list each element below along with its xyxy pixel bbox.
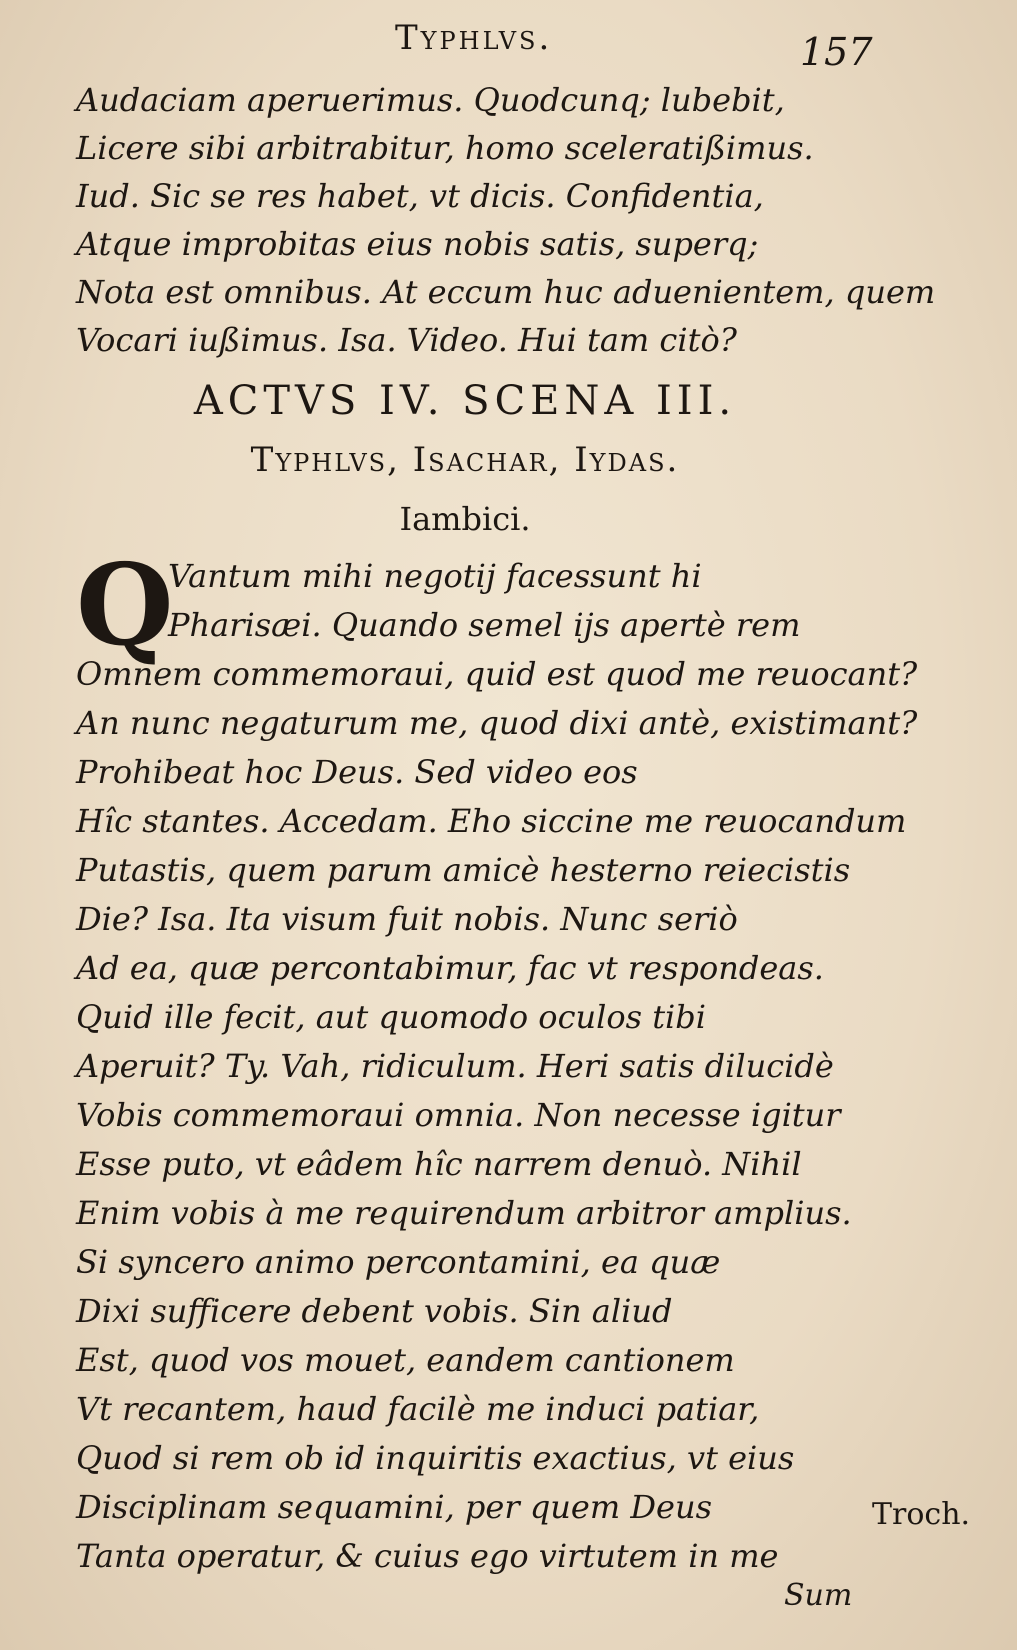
verse-line: Licere sibi arbitrabitur, homo sceleratißimus. bbox=[76, 129, 814, 167]
running-title: Typhlvs. bbox=[395, 18, 553, 58]
verse-line: Nota est omnibus. At eccum huc aduenientem, quem bbox=[76, 273, 936, 311]
verse-line: Quid ille fecit, aut quomodo oculos tibi bbox=[76, 998, 706, 1036]
margin-note: Troch. bbox=[872, 1497, 971, 1532]
catchword: Sum bbox=[784, 1578, 853, 1613]
verse-line: Quod si rem ob id inquiritis exactius, vt eius bbox=[76, 1439, 795, 1477]
verse-line: Omnem commemoraui, quid est quod me reuocant? bbox=[76, 655, 918, 693]
verse-line: Tanta operatur, & cuius ego virtutem in me bbox=[76, 1537, 779, 1575]
verse-line: Vt recantem, haud facilè me induci patiar, bbox=[76, 1390, 760, 1428]
verse-line: Hîc stantes. Accedam. Eho siccine me reuocandum bbox=[76, 802, 907, 840]
verse-line: Atque improbitas eius nobis satis, superq; bbox=[76, 225, 759, 263]
page-number: 157 bbox=[800, 30, 873, 74]
verse-line: Dixi sufficere debent vobis. Sin aliud bbox=[76, 1292, 673, 1330]
scene-heading: ACTVS IV. SCENA III. bbox=[193, 378, 737, 424]
verse-line: Iud. Sic se res habet, vt dicis. Confidentia, bbox=[76, 177, 764, 215]
meter-label: Iambici. bbox=[399, 500, 531, 538]
verse-line: Vocari iußimus. Isa. Video. Hui tam citò? bbox=[76, 321, 737, 359]
scene-characters: Typhlvs, Isachar, Iydas. bbox=[250, 440, 680, 480]
verse-line: Est, quod vos mouet, eandem cantionem bbox=[76, 1341, 735, 1379]
verse-line: Enim vobis à me requirendum arbitror amplius. bbox=[76, 1194, 852, 1232]
verse-line: An nunc negaturum me, quod dixi antè, existimant? bbox=[76, 704, 918, 742]
verse-line: Prohibeat hoc Deus. Sed video eos bbox=[76, 753, 638, 791]
verse-line: Die? Isa. Ita visum fuit nobis. Nunc seriò bbox=[76, 900, 738, 938]
verse-line: Si syncero animo percontamini, ea quæ bbox=[76, 1243, 721, 1281]
verse-line: Disciplinam sequamini, per quem Deus bbox=[76, 1488, 712, 1526]
verse-line: Audaciam aperuerimus. Quodcunq; lubebit, bbox=[76, 81, 785, 119]
verse-line: Putastis, quem parum amicè hesterno reiecistis bbox=[76, 851, 851, 889]
drop-capital: Q bbox=[76, 540, 174, 671]
verse-line: Ad ea, quæ percontabimur, fac vt respondeas. bbox=[76, 949, 824, 987]
verse-line: Pharisæi. Quando semel ijs apertè rem bbox=[168, 606, 801, 644]
verse-line: Aperuit? Ty. Vah, ridiculum. Heri satis dilucidè bbox=[76, 1047, 834, 1085]
verse-line: Vantum mihi negotij facessunt hi bbox=[168, 557, 702, 595]
verse-line: Vobis commemoraui omnia. Non necesse igitur bbox=[76, 1096, 841, 1134]
verse-line: Esse puto, vt eâdem hîc narrem denuò. Nihil bbox=[76, 1145, 802, 1183]
